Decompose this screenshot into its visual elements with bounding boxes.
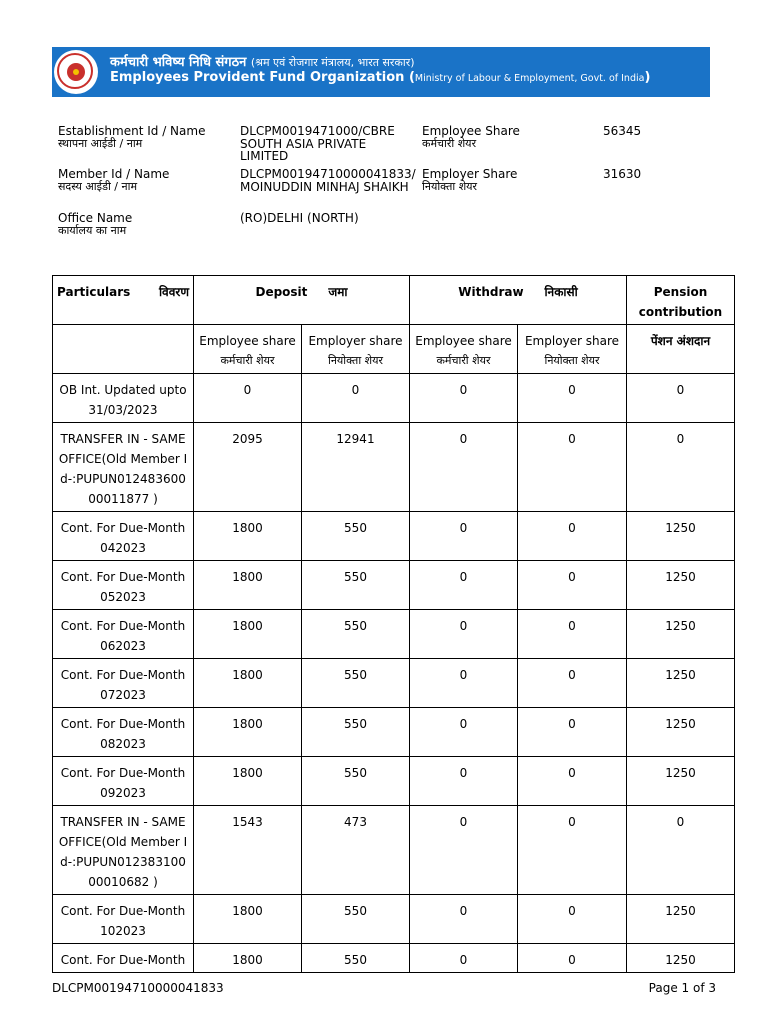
paren-close: ) [644, 70, 651, 85]
table-subheader-row [53, 325, 735, 374]
header-particulars-hi: विवरण [158, 285, 189, 299]
table-row [53, 512, 735, 561]
cell-withdraw-employer: 0 [518, 512, 627, 561]
cell-withdraw-employer: 0 [518, 423, 627, 512]
cell-particulars: Cont. For Due-Month [53, 944, 194, 973]
table-row [53, 423, 735, 512]
paren-open: ( [408, 70, 415, 85]
header-pension: Pension contribution [627, 276, 735, 325]
banner-english-line [110, 70, 650, 85]
cell-withdraw-employer: 0 [518, 708, 627, 757]
cell-deposit-employee: 1800 [194, 895, 302, 944]
subheader-wd-employee [410, 325, 518, 374]
subheader-dep-employee [194, 325, 302, 374]
office-label-hi: कार्यालय का नाम [58, 223, 127, 237]
banner-hindi-title: कर्मचारी भविष्य निधि संगठन [110, 55, 247, 70]
cell-withdraw-employee: 0 [410, 423, 518, 512]
header-deposit-hi: जमा [328, 285, 348, 299]
cell-withdraw-employer: 0 [518, 659, 627, 708]
cell-deposit-employee: 0 [194, 374, 302, 423]
employee-share-label-hi: कर्मचारी शेयर [422, 136, 477, 150]
cell-withdraw-employer: 0 [518, 944, 627, 973]
cell-pension: 1250 [627, 561, 735, 610]
cell-pension: 1250 [627, 895, 735, 944]
epfo-logo [54, 50, 98, 94]
table-row [53, 944, 735, 973]
table-row [53, 806, 735, 895]
cell-pension: 0 [627, 423, 735, 512]
header-deposit [194, 276, 410, 325]
cell-deposit-employee: 1800 [194, 659, 302, 708]
member-label-hi: सदस्य आईडी / नाम [58, 179, 138, 193]
cell-particulars: Cont. For Due-Month 102023 [53, 895, 194, 944]
header-particulars [53, 276, 194, 325]
establishment-label-hi: स्थापना आईडी / नाम [58, 136, 143, 150]
subheader-wd-employer-hi: नियोक्ता शेयर [544, 354, 600, 367]
cell-deposit-employee: 1800 [194, 708, 302, 757]
cell-deposit-employer: 0 [302, 374, 410, 423]
cell-pension: 1250 [627, 757, 735, 806]
cell-deposit-employee: 2095 [194, 423, 302, 512]
employer-share-label [422, 168, 517, 193]
cell-withdraw-employer: 0 [518, 806, 627, 895]
subheader-dep-employee-hi: कर्मचारी शेयर [220, 354, 275, 367]
employer-share-value: 31630 [603, 167, 642, 181]
cell-deposit-employer: 12941 [302, 423, 410, 512]
cell-deposit-employer: 550 [302, 895, 410, 944]
header-withdraw [410, 276, 627, 325]
cell-withdraw-employee: 0 [410, 374, 518, 423]
cell-withdraw-employer: 0 [518, 895, 627, 944]
employee-share-label [422, 125, 520, 150]
cell-deposit-employer: 550 [302, 944, 410, 973]
table-row [53, 895, 735, 944]
cell-withdraw-employee: 0 [410, 708, 518, 757]
cell-deposit-employer: 550 [302, 561, 410, 610]
banner-hindi-subtitle: (श्रम एवं रोजगार मंत्रालय, भारत सरकार) [250, 56, 415, 69]
member-label [58, 168, 169, 193]
epfo-banner [52, 47, 710, 97]
cell-withdraw-employer: 0 [518, 610, 627, 659]
subheader-dep-employee-en: Employee share [199, 334, 296, 348]
cell-deposit-employer: 550 [302, 512, 410, 561]
cell-particulars: Cont. For Due-Month 052023 [53, 561, 194, 610]
employee-share-value: 56345 [603, 124, 642, 138]
cell-particulars: TRANSFER IN - SAME OFFICE(Old Member Id-:PUPUN012483600 00011877 ) [53, 423, 194, 512]
cell-withdraw-employer: 0 [518, 561, 627, 610]
cell-pension: 1250 [627, 610, 735, 659]
cell-deposit-employer: 550 [302, 610, 410, 659]
employer-share-label-en: Employer Share [422, 167, 518, 181]
cell-deposit-employer: 550 [302, 659, 410, 708]
member-value: DLCPM00194710000041833/ MOINUDDIN MINHAJ SHAIKH [240, 167, 416, 194]
cell-deposit-employee: 1800 [194, 561, 302, 610]
cell-pension: 1250 [627, 944, 735, 973]
banner-english-subtitle: Ministry of Labour & Employment, Govt. of India [414, 73, 645, 84]
cell-particulars: Cont. For Due-Month 042023 [53, 512, 194, 561]
cell-pension: 1250 [627, 512, 735, 561]
footer-page-number: Page 1 of 3 [648, 981, 716, 995]
cell-pension: 0 [627, 374, 735, 423]
cell-withdraw-employee: 0 [410, 895, 518, 944]
subheader-wd-employer-en: Employer share [524, 334, 620, 348]
cell-withdraw-employee: 0 [410, 561, 518, 610]
subheader-dep-employer [302, 325, 410, 374]
passbook-table [52, 275, 735, 973]
table-row [53, 708, 735, 757]
cell-deposit-employer: 550 [302, 708, 410, 757]
table-row [53, 610, 735, 659]
subheader-dep-employer-hi: नियोक्ता शेयर [327, 354, 384, 367]
cell-deposit-employer: 550 [302, 757, 410, 806]
office-label [58, 212, 132, 237]
cell-particulars: Cont. For Due-Month 062023 [53, 610, 194, 659]
cell-withdraw-employee: 0 [410, 610, 518, 659]
subheader-wd-employer [518, 325, 627, 374]
table-row [53, 561, 735, 610]
cell-particulars: OB Int. Updated upto 31/03/2023 [53, 374, 194, 423]
header-withdraw-hi: निकासी [544, 285, 578, 299]
footer-member-id: DLCPM00194710000041833 [52, 981, 224, 995]
establishment-label [58, 125, 205, 150]
cell-withdraw-employee: 0 [410, 512, 518, 561]
cell-deposit-employee: 1800 [194, 610, 302, 659]
banner-hindi-line [110, 52, 415, 70]
cell-deposit-employee: 1800 [194, 757, 302, 806]
subheader-wd-employee-en: Employee share [415, 334, 512, 348]
header-withdraw-en: Withdraw [458, 285, 524, 299]
table-row [53, 659, 735, 708]
cell-withdraw-employer: 0 [518, 757, 627, 806]
cell-deposit-employee: 1543 [194, 806, 302, 895]
cell-pension: 1250 [627, 659, 735, 708]
subheader-wd-employee-hi: कर्मचारी शेयर [436, 354, 491, 367]
cell-withdraw-employee: 0 [410, 659, 518, 708]
member-label-en: Member Id / Name [58, 167, 170, 181]
office-value: (RO)DELHI (NORTH) [240, 211, 359, 225]
cell-particulars: TRANSFER IN - SAME OFFICE(Old Member Id-:PUPUN012383100 00010682 ) [53, 806, 194, 895]
office-label-en: Office Name [58, 211, 133, 225]
cell-withdraw-employee: 0 [410, 944, 518, 973]
cell-particulars: Cont. For Due-Month 072023 [53, 659, 194, 708]
subheader-blank [53, 325, 194, 374]
establishment-label-en: Establishment Id / Name [58, 124, 206, 138]
cell-withdraw-employer: 0 [518, 374, 627, 423]
header-deposit-en: Deposit [255, 285, 308, 299]
table-row [53, 757, 735, 806]
table-header-row [53, 276, 735, 325]
cell-deposit-employee: 1800 [194, 944, 302, 973]
cell-withdraw-employee: 0 [410, 757, 518, 806]
cell-pension: 0 [627, 806, 735, 895]
cell-particulars: Cont. For Due-Month 092023 [53, 757, 194, 806]
subheader-pension: पेंशन अंशदान [627, 325, 735, 374]
table-row [53, 374, 735, 423]
cell-deposit-employee: 1800 [194, 512, 302, 561]
cell-withdraw-employee: 0 [410, 806, 518, 895]
employee-share-label-en: Employee Share [422, 124, 520, 138]
cell-deposit-employer: 473 [302, 806, 410, 895]
subheader-dep-employer-en: Employer share [308, 334, 403, 348]
header-particulars-en: Particulars [57, 285, 131, 299]
cell-particulars: Cont. For Due-Month 082023 [53, 708, 194, 757]
employer-share-label-hi: नियोक्ता शेयर [422, 179, 478, 193]
cell-pension: 1250 [627, 708, 735, 757]
establishment-value: DLCPM0019471000/CBRE SOUTH ASIA PRIVATE LIMITED [240, 124, 395, 163]
banner-english-title: Employees Provident Fund Organization [110, 70, 405, 85]
